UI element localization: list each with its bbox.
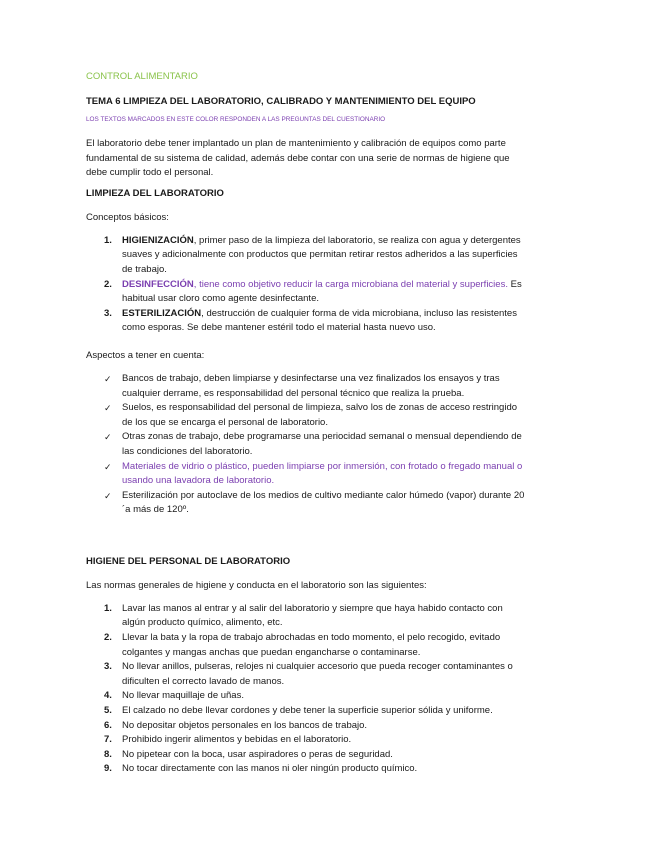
list-number: 7. [104,734,112,746]
document-page [86,70,526,777]
rule-text: No llevar anillos, pulseras, relojes ni cualquier accesorio que pueda recoger contaminantes o dificulten el correcto lavado de manos. [122,661,513,687]
checkmark-icon: ✓ [104,490,112,501]
list-item [86,748,526,763]
checkmark-icon: ✓ [104,432,112,443]
list-item [86,704,526,719]
section-spacer [86,531,526,555]
hygiene-rules-list [86,602,526,777]
list-item [86,689,526,704]
list-number: 6. [104,719,112,731]
rule-text: Llevar la bata y la ropa de trabajo abrochadas en todo momento, el pelo recogido, evitado colgantes y mangas anchas que puedan engancharse o contaminarse. [122,632,501,658]
list-item [86,719,526,734]
list-item [86,762,526,777]
checkmark-icon: ✓ [104,403,112,414]
list-number: 3. [104,661,112,673]
list-item [86,307,526,336]
concept-term: HIGIENIZACIÓN [122,234,194,246]
section-cleaning-title: LIMPIEZA DEL LABORATORIO [86,187,224,199]
concept-term: ESTERILIZACIÓN [122,307,202,319]
hygiene-intro: Las normas generales de higiene y conducta en el laboratorio son las siguientes: [86,579,427,591]
list-item [86,660,526,689]
rule-text: No depositar objetos personales en los bancos de trabajo. [122,719,368,731]
rule-text: No tocar directamente con las manos ni oler ningún producto químico. [122,763,418,775]
list-number: 1. [104,234,112,246]
aspects-list [86,372,526,518]
list-item [86,401,526,430]
list-item [86,460,526,489]
checkmark-icon: ✓ [104,373,112,384]
concepts-list [86,234,526,336]
list-item [86,631,526,660]
concept-text: , destrucción de cualquier forma de vida microbiana, incluso las resistentes como esporas. Se debe mantener estéril todo el material hasta nuevo uso. [122,307,517,334]
intro-paragraph: El laboratorio debe tener implantado un plan de mantenimiento y calibración de equipos como parte fundamental de su sistema de calidad, además debe contar con una serie de normas de higiene que debe cumplir todo el personal. [86,138,510,179]
list-item [86,489,526,518]
list-number: 2. [104,278,112,290]
concept-term-highlighted: DESINFECCIÓN [122,278,194,290]
concept-text: , primer paso de la limpieza del laboratorio, se realiza con agua y detergentes suaves y adicionalmente con productos que permitan retirar restos adheridos a las superficies de trabajo. [122,234,521,275]
list-number: 1. [104,602,112,614]
rule-text: No pipetear con la boca, usar aspiradores o peras de seguridad. [122,748,393,760]
rule-text: Prohibido ingerir alimentos y bebidas en el laboratorio. [122,734,352,746]
section-hygiene-title: HIGIENE DEL PERSONAL DE LABORATORIO [86,555,291,567]
list-item [86,430,526,459]
aspects-label: Aspectos a tener en cuenta: [86,349,205,361]
highlight-notice: LOS TEXTOS MARCADOS EN ESTE COLOR RESPONDEN A LAS PREGUNTAS DEL CUESTIONARIO [86,116,386,123]
aspect-text-highlighted: Materiales de vidrio o plástico, pueden limpiarse por inmersión, con frotado o fregado manual o usando una lavadora de laboratorio. [122,460,523,487]
list-number: 5. [104,705,112,717]
rule-text: Lavar las manos al entrar y al salir del laboratorio y siempre que haya habido contacto con algún producto químico, alimento, etc. [122,602,503,629]
aspect-text: Bancos de trabajo, deben limpiarse y desinfectarse una vez finalizados los ensayos y tras cualquier derrame, es responsabilidad del personal técnico que realiza la prueba. [122,372,500,399]
aspect-text: Otras zonas de trabajo, debe programarse una periocidad semanal o mensual dependiendo de las condiciones del laboratorio. [122,431,522,457]
list-number: 9. [104,763,112,775]
list-item [86,733,526,748]
list-item [86,602,526,631]
list-number: 3. [104,307,112,319]
checkmark-icon: ✓ [104,461,112,472]
list-item [86,234,526,278]
rule-text: El calzado no debe llevar cordones y debe tener la superficie superior sólida y uniforme. [122,705,493,717]
list-item [86,372,526,401]
aspect-text: Suelos, es responsabilidad del personal de limpieza, salvo los de zonas de acceso restringido de los que se encarga el personal de laboratorio. [122,402,518,428]
aspect-text: Esterilización por autoclave de los medios de cultivo mediante calor húmedo (vapor) durante 20´a más de 120º. [122,489,525,516]
course-header: CONTROL ALIMENTARIO [86,71,198,82]
concepts-label: Conceptos básicos: [86,211,169,223]
list-number: 8. [104,748,112,760]
concept-text-highlighted: , tiene como objetivo reducir la carga microbiana del material y superficies. [193,278,508,290]
list-number: 2. [104,632,112,644]
rule-text: No llevar maquillaje de uñas. [122,690,244,702]
list-item [86,278,526,307]
concept-extra: Es habitual usar cloro como agente desinfectante. [122,278,522,305]
topic-title: TEMA 6 LIMPIEZA DEL LABORATORIO, CALIBRADO Y MANTENIMIENTO DEL EQUIPO [86,96,476,107]
list-number: 4. [104,690,112,702]
